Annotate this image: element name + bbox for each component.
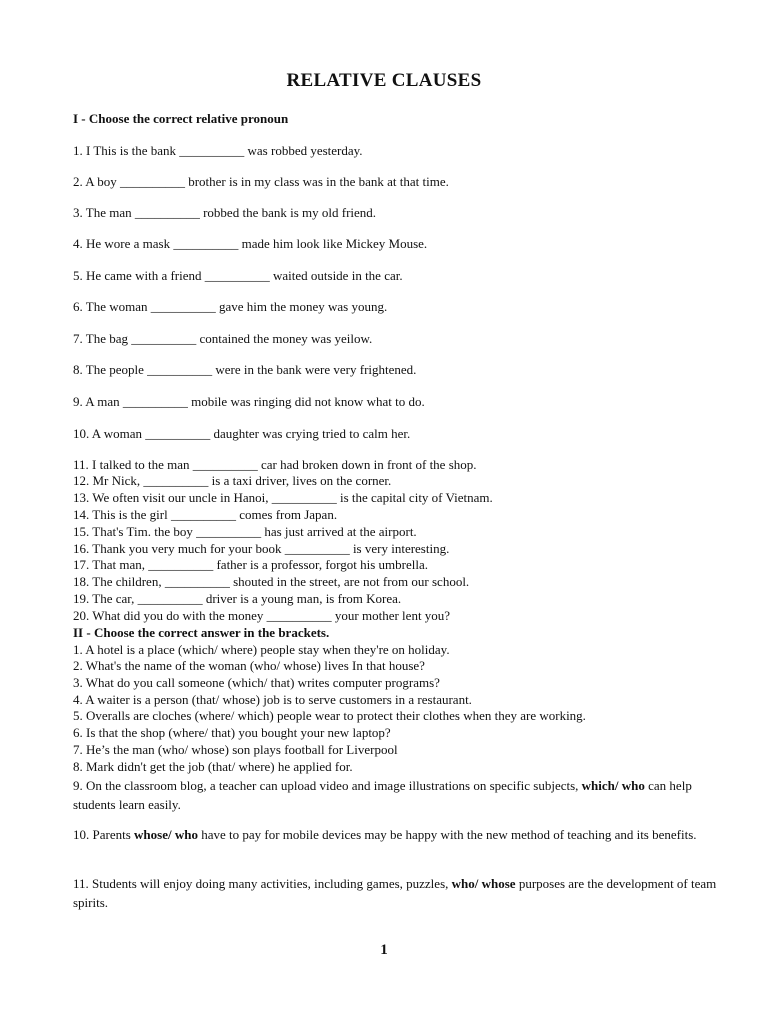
exercise-item: 3. What do you call someone (which/ that) writes computer programs? [73, 675, 440, 690]
exercise-item: 18. The children, __________ shouted in the street, are not from our school. [73, 574, 470, 589]
exercise-item: 8. Mark didn't get the job (that/ where) he applied for. [73, 759, 353, 774]
exercise-item: 20. What did you do with the money __________ your mother lent you? [73, 608, 451, 623]
exercise-item: 2. A boy __________ brother is in my class was in the bank at that time. [73, 174, 449, 189]
exercise-item: 15. That's Tim. the boy __________ has just arrived at the airport. [73, 524, 417, 539]
page-title: RELATIVE CLAUSES [286, 70, 482, 91]
exercise-item: 4. He wore a mask __________ made him look like Mickey Mouse. [73, 236, 428, 251]
exercise-item: 5. He came with a friend __________ waited outside in the car. [73, 268, 403, 283]
item-text: 9. On the classroom blog, a teacher can upload video and image illustrations on specific subjects, [73, 778, 582, 793]
exercise-item-10 [73, 825, 721, 844]
exercise-item-11 [73, 874, 721, 912]
exercise-item: 19. The car, __________ driver is a young man, is from Korea. [73, 591, 402, 606]
exercise-item: 4. A waiter is a person (that/ whose) job is to serve customers in a restaurant. [73, 692, 472, 707]
exercise-item: 16. Thank you very much for your book __________ is very interesting. [73, 541, 450, 556]
exercise-item: 6. Is that the shop (where/ that) you bought your new laptop? [73, 725, 391, 740]
exercise-item: 7. The bag __________ contained the money was yeilow. [73, 331, 373, 346]
exercise-item: 12. Mr Nick, __________ is a taxi driver, lives on the corner. [73, 473, 392, 488]
answer-options: who/ whose [451, 876, 516, 891]
exercise-item: 6. The woman __________ gave him the money was young. [73, 299, 388, 314]
exercise-item: 5. Overalls are cloches (where/ which) people wear to protect their clothes when they are working. [73, 708, 586, 723]
item-text: purposes are the development of team spirits. [73, 876, 717, 910]
exercise-item: 2. What's the name of the woman (who/ whose) lives In that house? [73, 658, 425, 673]
section-2-heading: II - Choose the correct answer in the brackets. [73, 625, 330, 640]
item-text: 10. Parents [73, 827, 135, 842]
exercise-item: 8. The people __________ were in the bank were very frightened. [73, 362, 417, 377]
exercise-item-9 [73, 776, 721, 814]
exercise-item: 9. A man __________ mobile was ringing did not know what to do. [73, 394, 425, 409]
exercise-item: 3. The man __________ robbed the bank is my old friend. [73, 205, 377, 220]
exercise-item: 1. A hotel is a place (which/ where) people stay when they're on holiday. [73, 642, 450, 657]
exercise-item: 10. A woman __________ daughter was crying tried to calm her. [73, 426, 411, 441]
exercise-item: 13. We often visit our uncle in Hanoi, __________ is the capital city of Vietnam. [73, 490, 493, 505]
exercise-item: 17. That man, __________ father is a professor, forgot his umbrella. [73, 557, 428, 572]
exercise-item: 11. I talked to the man __________ car had broken down in front of the shop. [73, 457, 477, 472]
exercise-item: 14. This is the girl __________ comes from Japan. [73, 507, 338, 522]
item-text: have to pay for mobile devices may be happy with the new method of teaching and its benefits. [197, 827, 697, 842]
exercise-item: 7. He’s the man (who/ whose) son plays football for Liverpool [73, 742, 398, 757]
answer-options: which/ who [581, 778, 645, 793]
exercise-item: 1. I This is the bank __________ was robbed yesterday. [73, 143, 363, 158]
answer-options: whose/ who [134, 827, 198, 842]
item-text: can help students learn easily. [73, 778, 692, 812]
section-1-heading: I - Choose the correct relative pronoun [73, 111, 289, 126]
page-number: 1 [380, 942, 388, 958]
item-text: 11. Students will enjoy doing many activities, including games, puzzles, [73, 876, 452, 891]
